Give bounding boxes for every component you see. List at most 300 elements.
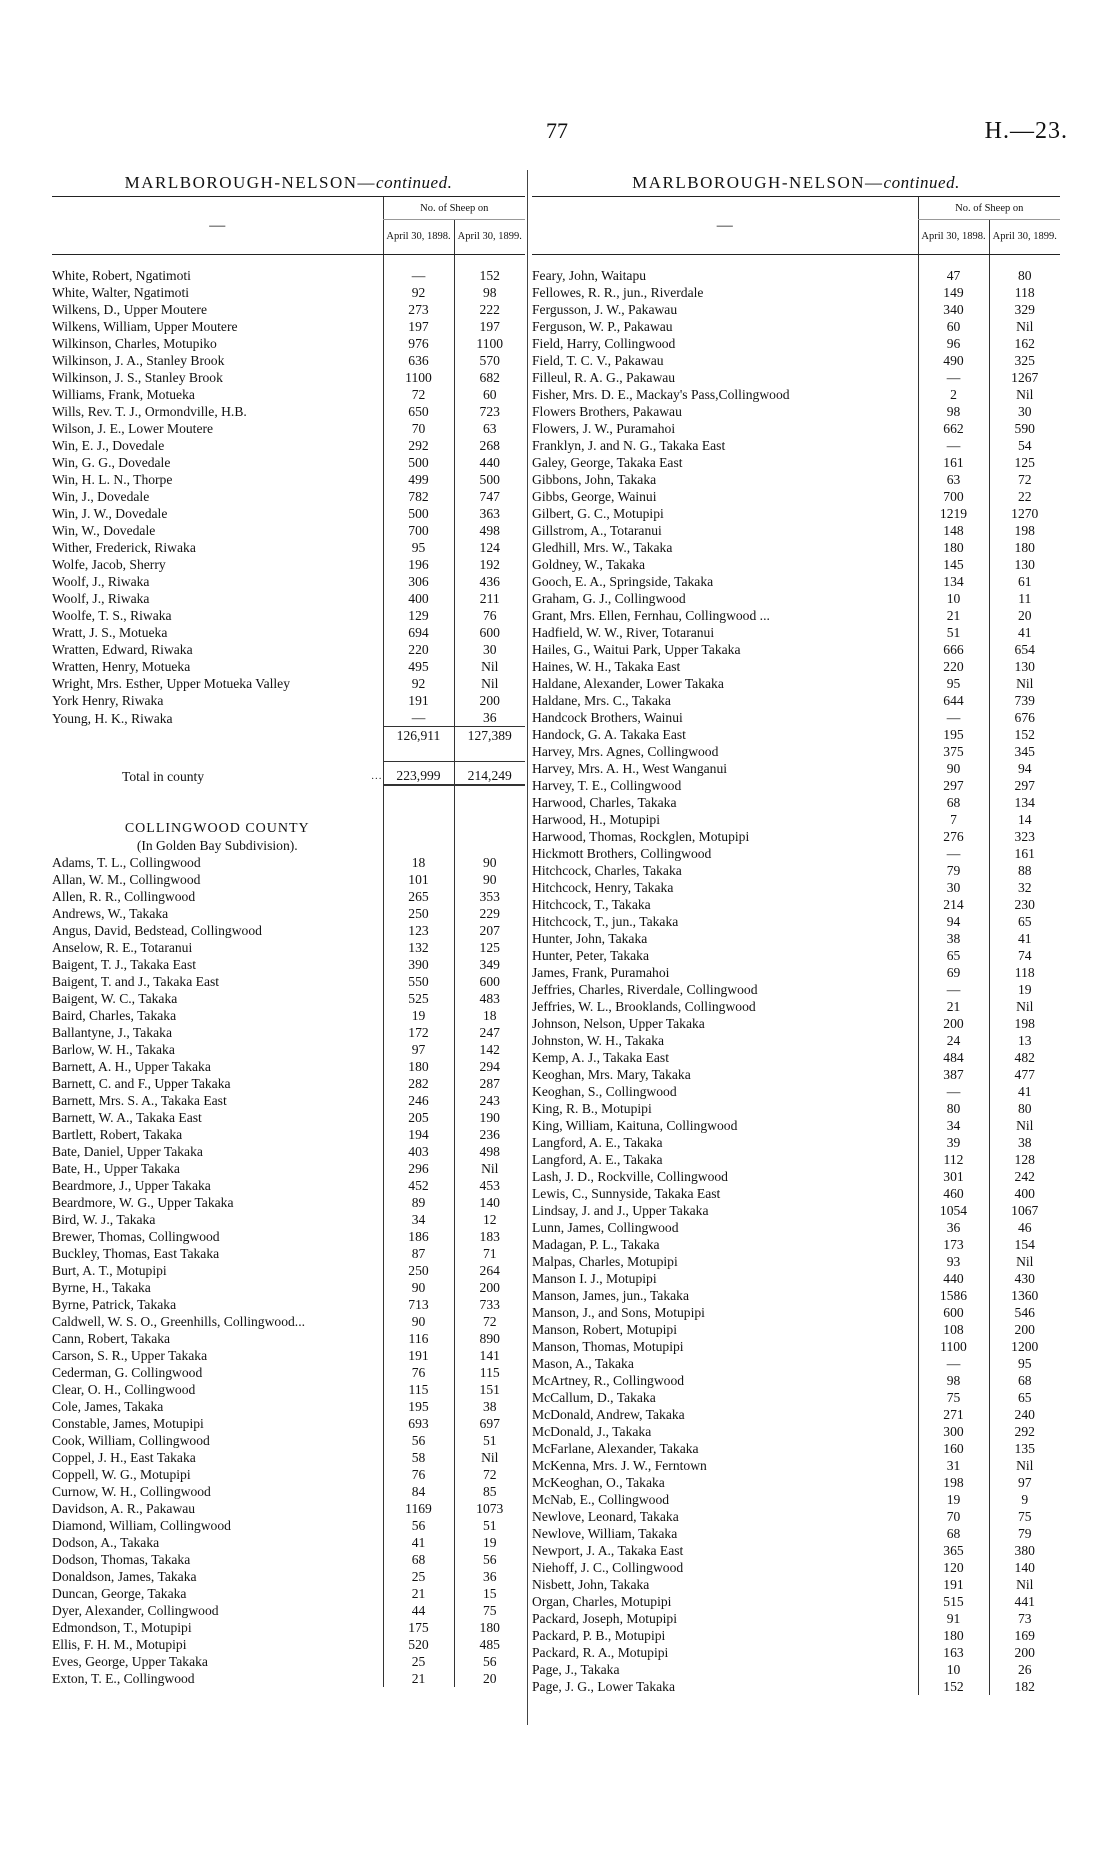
owner-name: Handock, G. A. Takaka East: [532, 727, 686, 742]
sheep-1898: 387: [918, 1066, 989, 1083]
table-row: [532, 1185, 1060, 1202]
table-row: [532, 1083, 1060, 1100]
sheep-1898: 365: [918, 1542, 989, 1559]
owner-name: Coppel, J. H., East Takaka: [52, 1450, 196, 1465]
sheep-1898: 21: [918, 607, 989, 624]
sheep-1898: 58: [383, 1449, 454, 1466]
table-row: [52, 905, 525, 922]
sheep-1899: 190: [454, 1109, 525, 1126]
table-row: [532, 267, 1060, 284]
total-1898: 223,999: [383, 762, 454, 786]
table-row: [532, 1049, 1060, 1066]
table-row: [52, 1517, 525, 1534]
sheep-1899: 12: [454, 1211, 525, 1228]
owner-name: Wolfe, Jacob, Sherry: [52, 557, 166, 572]
table-row: [52, 709, 525, 727]
table-row: [532, 1491, 1060, 1508]
sheep-1898: 484: [918, 1049, 989, 1066]
sheep-1898: 250: [383, 905, 454, 922]
owner-name: Win, J. W., Dovedale: [52, 506, 168, 521]
sheep-1899: 676: [989, 709, 1060, 726]
owner-name: Davidson, A. R., Pakawau: [52, 1501, 196, 1516]
owner-name: Barlow, W. H., Takaka: [52, 1042, 175, 1057]
sheep-1898: 276: [918, 828, 989, 845]
sheep-1899: Nil: [989, 998, 1060, 1015]
sheep-1898: 250: [383, 1262, 454, 1279]
table-row: [532, 1202, 1060, 1219]
sheep-1898: 525: [383, 990, 454, 1007]
table-row: [532, 437, 1060, 454]
sheep-1898: 296: [383, 1160, 454, 1177]
sheep-1899: 68: [989, 1372, 1060, 1389]
sheep-1898: 65: [918, 947, 989, 964]
sheep-1899: 141: [454, 1347, 525, 1364]
sheep-1898: —: [918, 437, 989, 454]
sheep-1898: 68: [918, 794, 989, 811]
sheep-1898: 195: [383, 1398, 454, 1415]
table-row: [52, 318, 525, 335]
sheep-1899: 242: [989, 1168, 1060, 1185]
subtotal-1899: 127,389: [454, 727, 525, 745]
table-row: [532, 1457, 1060, 1474]
table-row: [532, 1168, 1060, 1185]
sheep-1898: 375: [918, 743, 989, 760]
sheep-1898: 132: [383, 939, 454, 956]
owner-name: Edmondson, T., Motupipi: [52, 1620, 192, 1635]
sheep-1898: 79: [918, 862, 989, 879]
sheep-1899: 162: [989, 335, 1060, 352]
table-row: [52, 1636, 525, 1653]
sheep-1899: 151: [454, 1381, 525, 1398]
sheep-1898: 87: [383, 1245, 454, 1262]
sheep-1899: 72: [454, 1313, 525, 1330]
sheep-1899: 94: [989, 760, 1060, 777]
owner-name: Barnett, C. and F., Upper Takaka: [52, 1076, 231, 1091]
sheep-1898: 1219: [918, 505, 989, 522]
owner-name: Beardmore, W. G., Upper Takaka: [52, 1195, 234, 1210]
sheep-1899: 363: [454, 505, 525, 522]
owner-name: Handcock Brothers, Wainui: [532, 710, 683, 725]
sheep-1898: 700: [918, 488, 989, 505]
owner-name: White, Walter, Ngatimoti: [52, 285, 190, 300]
table-row: [52, 1092, 525, 1109]
table-row: [532, 505, 1060, 522]
owner-name: Win, W., Dovedale: [52, 523, 156, 538]
sheep-1898: 650: [383, 403, 454, 420]
sheep-1899: 1067: [989, 1202, 1060, 1219]
table-row: [52, 1568, 525, 1585]
left-rows-collingwood: [52, 854, 525, 1687]
owner-name: Harwood, Thomas, Rockglen, Motupipi: [532, 829, 750, 844]
owner-name: Wilkinson, J. A., Stanley Brook: [52, 353, 225, 368]
sheep-1899: 18: [454, 1007, 525, 1024]
owner-name: Hitchcock, T., jun., Takaka: [532, 914, 679, 929]
sheep-1899: Nil: [454, 675, 525, 692]
owner-name: Keoghan, Mrs. Mary, Takaka: [532, 1067, 691, 1082]
table-row: [532, 1610, 1060, 1627]
table-row: [532, 1406, 1060, 1423]
sheep-1898: 693: [383, 1415, 454, 1432]
sheep-1899: 63: [454, 420, 525, 437]
table-row: [52, 607, 525, 624]
table-row: [532, 1117, 1060, 1134]
sheep-1899: 80: [989, 267, 1060, 284]
owner-name: Burt, A. T., Motupipi: [52, 1263, 167, 1278]
owner-name: McCallum, D., Takaka: [532, 1390, 656, 1405]
owner-name: Ballantyne, J., Takaka: [52, 1025, 172, 1040]
sheep-1898: 19: [918, 1491, 989, 1508]
sheep-1899: 180: [989, 539, 1060, 556]
owner-name: Wilkens, D., Upper Moutere: [52, 302, 207, 317]
table-row: [52, 854, 525, 871]
sheep-1899: 75: [454, 1602, 525, 1619]
sheep-1899: 118: [989, 284, 1060, 301]
sheep-1898: 196: [383, 556, 454, 573]
sheep-1899: Nil: [989, 318, 1060, 335]
sheep-1899: 22: [989, 488, 1060, 505]
sheep-1899: 11: [989, 590, 1060, 607]
table-row: [52, 573, 525, 590]
table-row: [52, 1296, 525, 1313]
sheep-1899: 733: [454, 1296, 525, 1313]
table-row: [532, 760, 1060, 777]
owner-name: Ferguson, W. P., Pakawau: [532, 319, 673, 334]
table-row: [532, 590, 1060, 607]
sheep-1899: 74: [989, 947, 1060, 964]
table-row: [532, 420, 1060, 437]
sheep-1898: 700: [383, 522, 454, 539]
right-column-title: [532, 170, 1060, 196]
table-row: [52, 1245, 525, 1262]
sheep-1899: 54: [989, 437, 1060, 454]
sheep-1898: 34: [918, 1117, 989, 1134]
sheep-1899: 76: [454, 607, 525, 624]
sheep-1899: 75: [989, 1508, 1060, 1525]
sheep-1899: 41: [989, 930, 1060, 947]
sheep-1899: 243: [454, 1092, 525, 1109]
sheep-1899: 36: [454, 1568, 525, 1585]
sheep-1898: 214: [918, 896, 989, 913]
table-row: [52, 692, 525, 709]
sheep-1898: 297: [918, 777, 989, 794]
sheep-1899: 98: [454, 284, 525, 301]
sheep-1898: 68: [918, 1525, 989, 1542]
right-header-dash: —: [532, 197, 918, 255]
owner-name: Page, J. G., Lower Takaka: [532, 1679, 675, 1694]
sheep-1898: 41: [383, 1534, 454, 1551]
owner-name: Diamond, William, Collingwood: [52, 1518, 231, 1533]
sheep-1899: 30: [454, 641, 525, 658]
table-row: [52, 1347, 525, 1364]
sheep-1899: 430: [989, 1270, 1060, 1287]
sheep-1899: 152: [989, 726, 1060, 743]
table-row: [532, 828, 1060, 845]
owner-name: Duncan, George, Takaka: [52, 1586, 187, 1601]
table-row: [532, 981, 1060, 998]
table-row: [52, 420, 525, 437]
sheep-1898: 175: [383, 1619, 454, 1636]
sheep-1898: 19: [383, 1007, 454, 1024]
sheep-1898: 666: [918, 641, 989, 658]
owner-name: Win, J., Dovedale: [52, 489, 150, 504]
sheep-1899: 182: [989, 1678, 1060, 1695]
owner-name: Flowers, J. W., Puramahoi: [532, 421, 676, 436]
table-row: [52, 1398, 525, 1415]
sheep-1899: 79: [989, 1525, 1060, 1542]
table-row: [52, 1449, 525, 1466]
owner-name: Wilkinson, Charles, Motupiko: [52, 336, 217, 351]
table-row: [532, 301, 1060, 318]
owner-name: Ellis, F. H. M., Motupipi: [52, 1637, 187, 1652]
owner-name: Win, E. J., Dovedale: [52, 438, 165, 453]
owner-name: Hitchcock, T., Takaka: [532, 897, 651, 912]
owner-name: Wright, Mrs. Esther, Upper Motueka Valley: [52, 676, 291, 691]
table-row: [52, 403, 525, 420]
right-title-main: MARLBOROUGH-NELSON—: [632, 173, 884, 192]
owner-name: Manson, Robert, Motupipi: [532, 1322, 677, 1337]
table-row: [52, 624, 525, 641]
sheep-1899: 41: [989, 624, 1060, 641]
owner-name: Langford, A. E., Takaka: [532, 1135, 663, 1150]
sheep-1898: 98: [918, 1372, 989, 1389]
sheep-1898: 89: [383, 1194, 454, 1211]
owner-name: Lewis, C., Sunnyside, Takaka East: [532, 1186, 721, 1201]
sheep-1898: 220: [383, 641, 454, 658]
table-row: [52, 1262, 525, 1279]
sheep-1898: 186: [383, 1228, 454, 1245]
right-header-1898: April 30, 1898.: [918, 220, 989, 255]
sheep-1899: 453: [454, 1177, 525, 1194]
table-row: [532, 471, 1060, 488]
sheep-1898: 72: [383, 386, 454, 403]
table-row: [52, 335, 525, 352]
sheep-1899: 222: [454, 301, 525, 318]
sheep-1899: 14: [989, 811, 1060, 828]
owner-name: Wither, Frederick, Riwaka: [52, 540, 196, 555]
sheep-1899: Nil: [989, 1117, 1060, 1134]
owner-name: Mason, A., Takaka: [532, 1356, 634, 1371]
table-row: [52, 454, 525, 471]
owner-name: Jeffries, Charles, Riverdale, Collingwood: [532, 982, 758, 997]
sheep-1899: 154: [989, 1236, 1060, 1253]
sheep-1899: 441: [989, 1593, 1060, 1610]
sheep-1898: —: [918, 369, 989, 386]
sheep-1898: 490: [918, 352, 989, 369]
owner-name: Graham, G. J., Collingwood: [532, 591, 686, 606]
table-row: [52, 1313, 525, 1330]
table-row: [52, 1058, 525, 1075]
owner-name: Baigent, T. J., Takaka East: [52, 957, 197, 972]
left-header-dash: —: [52, 197, 383, 255]
sheep-1899: 72: [454, 1466, 525, 1483]
right-sheep-table: [532, 196, 1060, 1695]
sheep-1898: 96: [918, 335, 989, 352]
sheep-1899: 36: [454, 709, 525, 727]
sheep-1898: —: [918, 1355, 989, 1372]
sheep-1899: 71: [454, 1245, 525, 1262]
sheep-1899: 56: [454, 1551, 525, 1568]
owner-name: Johnston, W. H., Takaka: [532, 1033, 665, 1048]
table-row: [52, 1364, 525, 1381]
table-row: [52, 386, 525, 403]
owner-name: Wilkens, William, Upper Moutere: [52, 319, 238, 334]
sheep-1899: 198: [989, 1015, 1060, 1032]
owner-name: Manson, J., and Sons, Motupipi: [532, 1305, 705, 1320]
county-heading-row: [52, 820, 525, 837]
sheep-1898: 500: [383, 505, 454, 522]
table-row: [52, 1432, 525, 1449]
table-row: [532, 947, 1060, 964]
sheep-1898: 76: [383, 1466, 454, 1483]
sheep-1898: 694: [383, 624, 454, 641]
owner-name: Lindsay, J. and J., Upper Takaka: [532, 1203, 709, 1218]
sheep-1898: 91: [918, 1610, 989, 1627]
sheep-1899: 200: [989, 1644, 1060, 1661]
sheep-1899: 115: [454, 1364, 525, 1381]
table-row: [52, 1466, 525, 1483]
table-row: [52, 369, 525, 386]
left-title-main: MARLBOROUGH-NELSON—: [124, 173, 377, 192]
sheep-1898: 134: [918, 573, 989, 590]
sheep-1898: 116: [383, 1330, 454, 1347]
owner-name: Caldwell, W. S. O., Greenhills, Collingwood...: [52, 1314, 305, 1329]
table-row: [532, 862, 1060, 879]
sheep-1899: 654: [989, 641, 1060, 658]
table-row: [532, 658, 1060, 675]
table-row: [52, 641, 525, 658]
sheep-1898: 18: [383, 854, 454, 871]
sheep-1899: 570: [454, 352, 525, 369]
owner-name: Wilson, J. E., Lower Moutere: [52, 421, 214, 436]
owner-name: Manson, Thomas, Motupipi: [532, 1339, 684, 1354]
sheep-1899: 65: [989, 913, 1060, 930]
table-row: [52, 1041, 525, 1058]
table-row: [532, 318, 1060, 335]
owner-name: Hadfield, W. W., River, Totaranui: [532, 625, 715, 640]
sheep-1898: 21: [918, 998, 989, 1015]
sheep-1898: 205: [383, 1109, 454, 1126]
left-column: [52, 170, 525, 1687]
owner-name: McNab, E., Collingwood: [532, 1492, 670, 1507]
sheep-1898: 152: [918, 1678, 989, 1695]
sheep-1898: 180: [918, 1627, 989, 1644]
sheep-1898: 21: [383, 1585, 454, 1602]
sheep-1898: 10: [918, 590, 989, 607]
sheep-1899: 1270: [989, 505, 1060, 522]
sheep-1898: 25: [383, 1568, 454, 1585]
owner-name: Lash, J. D., Rockville, Collingwood: [532, 1169, 728, 1184]
sheep-1899: 287: [454, 1075, 525, 1092]
owner-name: Curnow, W. H., Collingwood: [52, 1484, 211, 1499]
sheep-1898: —: [383, 267, 454, 284]
sheep-1899: 32: [989, 879, 1060, 896]
sheep-1898: 93: [918, 1253, 989, 1270]
sheep-1898: 145: [918, 556, 989, 573]
table-row: [532, 777, 1060, 794]
table-row: [532, 1270, 1060, 1287]
left-sheep-table: [52, 196, 525, 1687]
table-row: [52, 956, 525, 973]
sheep-1898: —: [918, 981, 989, 998]
sheep-1899: 46: [989, 1219, 1060, 1236]
sheep-1898: 520: [383, 1636, 454, 1653]
sheep-1898: 1169: [383, 1500, 454, 1517]
owner-name: McFarlane, Alexander, Takaka: [532, 1441, 699, 1456]
table-row: [532, 811, 1060, 828]
owner-name: Cook, William, Collingwood: [52, 1433, 210, 1448]
table-row: [532, 556, 1060, 573]
owner-name: Gilbert, G. C., Motupipi: [532, 506, 664, 521]
sheep-1898: 197: [383, 318, 454, 335]
sheep-1899: 38: [989, 1134, 1060, 1151]
table-row: [532, 352, 1060, 369]
table-row: [532, 896, 1060, 913]
table-row: [52, 539, 525, 556]
sheep-1898: 200: [918, 1015, 989, 1032]
owner-name: McKeoghan, O., Takaka: [532, 1475, 665, 1490]
table-row: [532, 1355, 1060, 1372]
table-row: [52, 556, 525, 573]
sheep-1898: 70: [918, 1508, 989, 1525]
sheep-1898: 129: [383, 607, 454, 624]
sheep-1899: 90: [454, 854, 525, 871]
owner-name: Allen, R. R., Collingwood: [52, 889, 196, 904]
table-row: [52, 590, 525, 607]
sheep-1899: 88: [989, 862, 1060, 879]
sheep-1899: 142: [454, 1041, 525, 1058]
sheep-1898: 63: [918, 471, 989, 488]
owner-name: McKenna, Mrs. J. W., Ferntown: [532, 1458, 707, 1473]
sheep-1899: 128: [989, 1151, 1060, 1168]
sheep-1899: Nil: [454, 658, 525, 675]
table-row: [52, 1483, 525, 1500]
owner-name: King, William, Kaituna, Collingwood: [532, 1118, 738, 1133]
column-divider: [527, 170, 528, 1725]
table-row: [52, 301, 525, 318]
sheep-1899: 477: [989, 1066, 1060, 1083]
sheep-1898: 56: [383, 1517, 454, 1534]
right-title-continued: continued.: [883, 173, 960, 192]
sheep-1898: 25: [383, 1653, 454, 1670]
table-row: [52, 658, 525, 675]
sheep-1898: 292: [383, 437, 454, 454]
table-row: [532, 964, 1060, 981]
owner-name: Field, T. C. V., Pakawau: [532, 353, 664, 368]
sheep-1898: 97: [383, 1041, 454, 1058]
table-row: [532, 284, 1060, 301]
sheep-1898: 515: [918, 1593, 989, 1610]
sheep-1898: 273: [383, 301, 454, 318]
owner-name: Allan, W. M., Collingwood: [52, 872, 201, 887]
table-row: [52, 990, 525, 1007]
table-row: [52, 352, 525, 369]
subtotal-1898: 126,911: [383, 727, 454, 745]
left-header-1899: April 30, 1899.: [454, 220, 525, 255]
table-row: [532, 1100, 1060, 1117]
table-row: [52, 1602, 525, 1619]
table-row: [532, 573, 1060, 590]
table-row: [52, 1619, 525, 1636]
sheep-1899: 1267: [989, 369, 1060, 386]
left-title-continued: continued.: [376, 173, 453, 192]
sheep-1898: 403: [383, 1143, 454, 1160]
sheep-1899: 80: [989, 1100, 1060, 1117]
table-row: [52, 1653, 525, 1670]
sheep-1899: 85: [454, 1483, 525, 1500]
sheep-1899: 41: [989, 1083, 1060, 1100]
sheep-1899: 19: [989, 981, 1060, 998]
table-row: [532, 607, 1060, 624]
